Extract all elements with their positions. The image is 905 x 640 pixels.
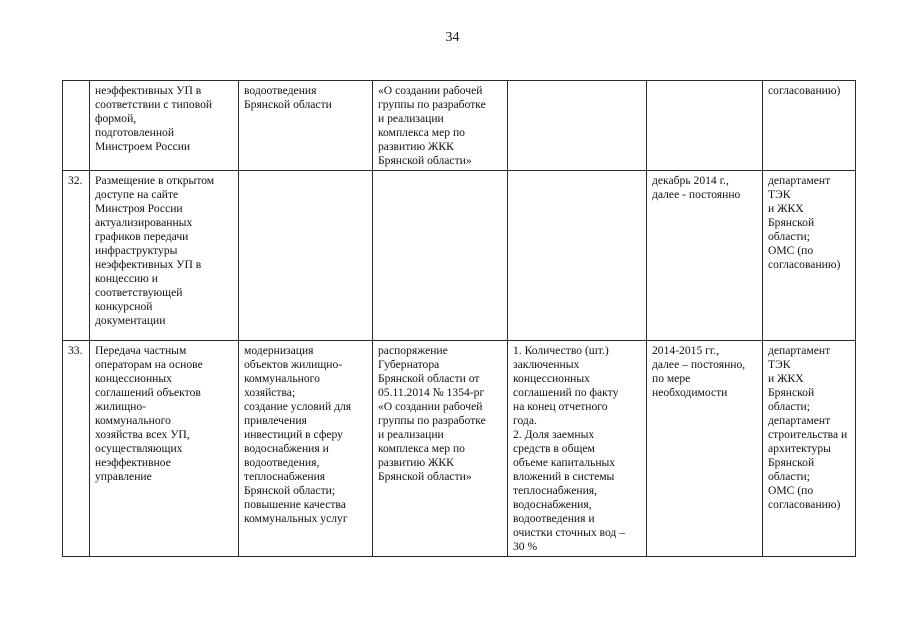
measure-cell: Размещение в открытом доступе на сайте Минстроя России актуализированных графиков передачи инфраструктуры неэффективных УП в концессию и соответствующей конкурсной документации [90,171,239,341]
table-row [63,81,856,171]
document-cell [373,171,508,341]
row-number-cell [63,81,90,171]
indicator-cell [508,81,647,171]
measures-table [62,80,856,557]
indicator-cell: 1. Количество (шт.) заключенных концессионных соглашений по факту на конец отчетного года. 2. Доля заемных средств в общем объеме капитальных вложений в системы теплоснабжения, водоснабжения, водоотведения и очистки сточных вод – 30 % [508,341,647,557]
goal-cell: водоотведения Брянской области [239,81,373,171]
document-cell: «О создании рабочей группы по разработке и реализации комплекса мер по развитию ЖКК Брянской области» [373,81,508,171]
table-row [63,171,856,341]
goal-cell [239,171,373,341]
document-cell: распоряжение Губернатора Брянской области от 05.11.2014 № 1354-рг «О создании рабочей группы по разработке и реализации комплекса мер по развитию ЖКК Брянской области» [373,341,508,557]
measure-cell: Передача частным операторам на основе концессионных соглашений объектов жилищно- коммунального хозяйства всех УП, осуществляющих неэффективное управление [90,341,239,557]
row-number-cell: 32. [63,171,90,341]
table-row [63,341,856,557]
executor-cell: департамент ТЭК и ЖКХ Брянской области; ОМС (по согласованию) [763,171,856,341]
term-cell: декабрь 2014 г., далее - постоянно [647,171,763,341]
executor-cell: департамент ТЭК и ЖКХ Брянской области; департамент строительства и архитектуры Брянской области; ОМС (по согласованию) [763,341,856,557]
measure-cell: неэффективных УП в соответствии с типовой формой, подготовленной Минстроем России [90,81,239,171]
page-number: 34 [445,30,460,45]
executor-cell: согласованию) [763,81,856,171]
term-cell [647,81,763,171]
term-cell: 2014-2015 гг., далее – постоянно, по мере необходимости [647,341,763,557]
indicator-cell [508,171,647,341]
row-number-cell: 33. [63,341,90,557]
goal-cell: модернизация объектов жилищно- коммунального хозяйства; создание условий для привлечения инвестиций в сферу водоснабжения и водоотведения, теплоснабжения Брянской области; повышение качества коммунальных услуг [239,341,373,557]
